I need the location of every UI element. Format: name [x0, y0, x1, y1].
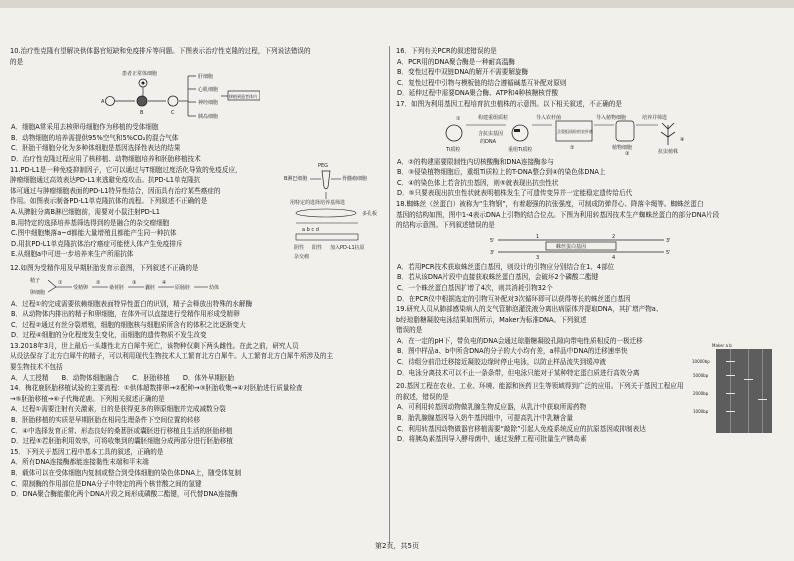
q12-fig-s2: 桑葚胚: [109, 284, 125, 291]
gel-band: [744, 379, 753, 380]
q12-stem: 12.如图为受精作用及早期胚胎发育示意图，下列叙述不正确的是: [10, 263, 199, 272]
q11-figure: [282, 161, 386, 265]
q17-fig-dna: 的DNA: [480, 138, 497, 145]
question-18: [396, 199, 774, 304]
q18-stem-2: 基因的结构如图，图中1-4表示DNA上引物的结合位点。下图为利用转基因技术生产蜘蛛丝蛋白的部分DNA片段: [396, 210, 720, 219]
q15-option-a: A．所有DNA连接酶都能连接黏性末端和平末端: [11, 458, 149, 467]
gel-band: [726, 361, 735, 362]
q12-figure: [10, 275, 388, 297]
q11-fig-carrier: 加入PD-L1抗原: [330, 244, 365, 251]
question-17: [396, 99, 774, 199]
q18-option-b: B．若从该DNA片段中直接获取蛛丝蛋白基因，会破坏2个磷酸二酯键: [397, 273, 599, 282]
q12-fig-n1: ①: [58, 279, 63, 286]
q20-option-d: D．将胰岛素基因导入酵母菌中，通过发酵工程可批量生产胰岛素: [397, 435, 587, 444]
q18-option-a: A．若用PCR技术获取蛛丝蛋白基因，则设计的引物应分别结合在1、4部位: [397, 262, 615, 271]
q10-fig-cell-4: 胰岛细胞: [198, 114, 219, 121]
q11-fig-pos: 阳性: [312, 244, 323, 251]
q17-fig-n4: ④: [680, 136, 685, 143]
q10-fig-patient: 患者正常体细胞: [122, 71, 158, 78]
q10-fig-b: B: [140, 110, 144, 117]
q12-fig-n2: ②: [96, 279, 101, 286]
q11-fig-peg: PEG: [318, 162, 329, 169]
q11-fig-myeloma: 骨髓瘤细胞: [342, 175, 368, 182]
question-13: [10, 341, 388, 383]
q17-option-b: B．③侵染植物细胞后，重组Ti质粒上的T-DNA整合到④的染色体DNA上: [397, 168, 606, 177]
q20-stem-1: 20.基因工程在农业、工业、环境、能源和医药卫生等领域得到广泛的应用。下列关于基因工程应用: [396, 382, 684, 391]
q16-option-a: A．PCR用的DNA聚合酶是一种耐高温酶: [397, 57, 515, 66]
q17-fig-n3: ③: [625, 150, 630, 155]
q19-option-a: A．在一定的pH下，带负电的DNA会通过琼脂糖凝胶孔隙向带电性质相反的一极迁移: [397, 336, 643, 345]
q19-option-d: D．电泳分离技术可以不止一条条带，但电泳只能对于某种特定蛋白质进行高效分离: [397, 368, 640, 377]
q13-stem-3: 要生物技术不包括: [10, 363, 63, 372]
q20-option-c: C．利用转基因动物做器官移植需要“敲除”引起人免疫系统反应的抗原基因或抑制表达: [397, 424, 646, 433]
q18-fig-3prime-bottom: 3': [490, 249, 495, 256]
q18-option-c: C．一个蛛丝蛋白基因扩增了4次，则共消耗引物32个: [397, 283, 553, 292]
q12-option-d: D．过程④细胞的分化程度发生变化，而细胞的遗传物质不发生改变: [11, 331, 207, 340]
q10-figure: [10, 68, 388, 120]
q12-option-b: B．从动物体内排出的精子和卵细胞，在体外可以直接进行受精作用形成受精卵: [11, 310, 240, 319]
q20-option-a: A．可利用转基因动物做乳腺生物反应器，从乳汁中获取所需药物: [397, 403, 587, 412]
question-12: [10, 263, 388, 341]
q14-option-a: A．过程①需要注射有关激素，目的是获得更多的卵原细胞并完成减数分裂: [11, 405, 226, 414]
q20-option-b: B．胎乳腺腺基因导入奶牛基因组中，可提高乳汁中乳糖含量: [397, 414, 573, 423]
q19-option-c: C．待组分前沿迁移接近凝胶边缘时停止电泳，以防止样品流失到缓冲液: [397, 358, 607, 367]
q11-option-e: E.从细胞a中可进一步培养来生产所需抗体: [11, 250, 134, 259]
q14-stem-2: →⑤胚胎移植→⑥子代梅花鹿。下列相关叙述正确的是: [10, 394, 165, 403]
q17-fig-agro2: 含重组质粒的农杆菌: [557, 128, 593, 134]
q18-fig-5prime-bottom: 5': [666, 249, 671, 256]
q12-fig-s1: 受精卵: [73, 284, 89, 291]
q18-option-d: D．在PCR仪中根据选定的引物互补配对3次循环即可以获得等长的蛛丝蛋白基因: [397, 294, 631, 303]
q16-option-d: D．延伸过程中需要DNA聚合酶、ATP和4种核糖核苷酸: [397, 89, 559, 98]
question-14: [10, 383, 388, 447]
left-column: [10, 46, 388, 500]
q12-fig-egg: 卵细胞: [30, 289, 46, 296]
q14-option-d: D．过程⑤若胚胎利用效率，可将收集到的囊胚细胞分成两部分进行胚胎移植: [11, 437, 233, 446]
q10-option-c: C．胚胎干细胞分化为多种体细胞是基因选择性表达的结果: [11, 144, 181, 153]
gel-lane-a: [748, 349, 749, 433]
q18-stem-1: 18.蜘蛛丝（丝蛋白）被称为“生物钢”，有着超强的抗张强度，可制成防弹背心、降落伞绳等。蜘蛛丝蛋白: [396, 199, 704, 208]
q17-fig-plant: 抗虫植株: [658, 148, 679, 155]
q19-gel-image: [716, 349, 772, 433]
q10-fig-cell-1: 肝细胞: [198, 74, 214, 81]
q13-stem-2: 从设法保存了北方白犀牛的精子，可以利用现代生物技术人工繁育北方白犀牛。人工繁育北方白犀牛所涉及的主: [10, 352, 334, 361]
q19-stem-3: 错误的是: [396, 326, 423, 335]
q12-fig-s3: 囊胚: [145, 284, 156, 291]
q12-fig-n3: ③: [132, 279, 137, 286]
question-10: [10, 46, 388, 165]
q12-fig-s4: 原肠胚: [175, 284, 191, 291]
q11-option-a: A.从脾脏分离B淋巴细胞前，需要对小鼠注射PD-L1: [11, 207, 161, 216]
gel-band: [726, 393, 735, 394]
q11-stem-2: 肿瘤细胞通过高效表达PD-L1来逃避免疫攻击。抗PD-L1单克隆抗: [10, 176, 201, 185]
q17-fig-grow: 培养并筛选: [642, 114, 668, 121]
gel-lanes-label: Maker a b: [712, 343, 732, 348]
q18-fig-site-4: 4: [612, 254, 616, 260]
q10-stem-cont: 的是: [10, 57, 24, 66]
q11-stem-3: 体可通过与肿瘤细胞表面的PD-L1特异性结合，因而具有治疗某些癌症的: [10, 186, 221, 195]
q10-option-d: D．治疗性克隆过程应用了核移植、动物细胞培养和胚胎移植技术: [11, 154, 201, 163]
gel-mark-2: 5000bp: [693, 373, 709, 378]
q11-fig-neg: 阴性: [294, 244, 305, 251]
q11-fig-plate: 多孔板: [362, 210, 378, 217]
q18-fig-site-3: 3: [536, 254, 540, 260]
q10-stem: 10.治疗性克隆有望解决供体器官短缺和免疫排斥等问题。下图表示治疗性克隆的过程，下列说法错误的: [10, 47, 311, 55]
q11-fig-letters: a b c d: [302, 226, 319, 233]
q18-fig-site-1: 1: [536, 233, 540, 240]
q17-fig-infect: 导入植物细胞: [596, 114, 627, 121]
q15-option-b: B．载体可以在受体细胞内复制或整合到受体细胞的染色体DNA上，随受体复制: [11, 469, 242, 477]
gel-mark-1: 10000bp: [692, 359, 710, 364]
q19-stem-1: 19.研究人员从肺部感染病人的支气管肺泡灌洗液分离出病原体并提取DNA，其扩增产物a、: [396, 305, 663, 314]
q17-figure: [396, 111, 774, 155]
q17-stem: 17．如图为利用基因工程培育抗虫植株的示意图。以下相关叙述，不正确的是: [396, 99, 622, 108]
scan-top-edge: [0, 0, 794, 8]
question-15: [10, 447, 388, 500]
q10-fig-target: 移植到患者体内: [229, 94, 257, 100]
q17-fig-construct: 构建重组质粒: [478, 114, 509, 121]
q17-fig-ti: Ti质粒: [446, 146, 461, 153]
q14-option-c: C．④中选择发育正常、形态良好的桑葚胚或囊胚进行移植且生活的胚胎移植: [11, 426, 233, 435]
q10-option-b: B．动物细胞的培养需提供95%空气和5%CO₂的混合气体: [11, 133, 179, 142]
q17-fig-plant-cell: 植物细胞: [612, 144, 633, 151]
q12-option-a: A．过程①的完成需要依赖细胞表面特异性蛋白的识别，精子会释放出特殊的水解酶: [11, 299, 253, 308]
q12-fig-s5: 幼体: [209, 284, 220, 291]
q16-option-b: B．变性过程中双链DNA的解开不需要解旋酶: [397, 68, 529, 77]
q11-stem-4: 作用。如图表示制备PD-L1单克隆抗体的流程。下列叙述不正确的是: [10, 197, 208, 206]
q15-stem: 15．下列关于基因工程中基本工具的叙述，正确的是: [10, 447, 164, 456]
q18-fig-3prime-top: 3': [666, 237, 671, 244]
q14-stem-1: 14．梅花鹿胚胎移植试验的主要流程：①供体超数排卵→②配种→③胚胎收集→④对胚胎进行质量检查: [10, 384, 303, 393]
q10-fig-a: A: [101, 99, 105, 106]
q10-fig-cell-2: 心肌细胞: [198, 87, 219, 94]
q11-option-c: C.图中细胞集落a~d都能大量增殖且都能产生同一种抗体: [11, 229, 177, 238]
q20-stem-2: 的叙述，错误的是: [396, 392, 449, 401]
gel-band: [726, 411, 735, 412]
q18-fig-5prime-top: 5': [490, 237, 495, 244]
q14-option-b: B．胚胎移植的实质是早期胚胎在相同生理条件下空间位置的转移: [11, 416, 201, 425]
q18-stem-3: 的结构示意图。下列叙述错误的是: [396, 221, 495, 230]
q18-fig-gene: 蛛丝蛋白基因: [556, 243, 587, 250]
column-divider: [389, 46, 390, 544]
gel-mark-3: 2000bp: [693, 391, 709, 396]
q19-option-b: B．图中样品a、b中所含DNA的分子的大小均有差，a样品中DNA的迁移速率快: [397, 347, 628, 356]
gel-lane-b: [762, 349, 763, 433]
gel-band: [726, 375, 735, 376]
q10-fig-cell-3: 神经细胞: [198, 100, 219, 107]
q11-option-d: D.用抗PD-L1单克隆抗体治疗癌症可能使人体产生免疫排斥: [11, 239, 183, 248]
q12-fig-sperm: 精子: [30, 277, 41, 284]
q10-option-a: A．细胞A常采用去核卵母细胞作为移植的受体细胞: [11, 123, 159, 132]
question-16: [396, 46, 774, 99]
question-11: [10, 162, 388, 260]
q17-fig-n2: ②: [570, 144, 575, 151]
q17-fig-gene: 含抗虫基因: [478, 130, 504, 137]
q11-stem-1: 11.PD-L1是一种免疫抑制因子，它可以通过与T细胞过度活化导致的免疫反应，: [10, 165, 242, 174]
page-footer: 第2页，共5页: [375, 542, 419, 550]
q17-option-c: C．④的染色体上若含抗虫基因，则⑤就表现出抗虫性状: [397, 178, 559, 187]
q17-fig-n1: ①: [456, 115, 461, 122]
q13-stem-1: 13.2018年3月，世上最后一头雄性北方白犀牛死亡，该物种仅剩下两头雌性。在此之前，研究人员: [10, 341, 299, 350]
q13-options: A．人工授精 B．动物体细胞融合 C．胚胎移植 D．体外早期胚胎: [11, 373, 235, 382]
q11-option-b: B.用特定的选择培养基筛选得到的是融合的杂交瘤细胞: [11, 218, 170, 227]
q17-fig-recombinant: 重组Ti质粒: [508, 146, 533, 153]
q19-stem-2: b经琼脂糖凝胶电泳结果如图所示，Maker为标准DNA。下列叙述: [396, 315, 587, 324]
q18-fig-site-2: 2: [612, 233, 616, 240]
gel-band: [758, 399, 767, 400]
q16-option-c: C．复性过程中引物与模板链的结合遵循碱基互补配对原则: [397, 78, 567, 87]
q12-option-c: C．过程②通过有丝分裂增殖，细胞的细胞核与细胞质所含有的体积之比逐渐变大: [11, 320, 246, 329]
q11-fig-screen: 用特定的选择培养基筛选: [290, 199, 346, 206]
q10-fig-c: C: [171, 110, 175, 117]
q18-figure: [396, 232, 774, 260]
q16-stem: 16．下列有关PCR的叙述错误的是: [396, 47, 497, 55]
q15-option-c: C．限制酶的作用部位是DNA分子中特定的两个核苷酸之间的氢键: [11, 479, 202, 488]
q11-fig-hybridoma: 杂交瘤: [294, 253, 310, 260]
q17-option-a: A．②的构建需要限制性内切核酸酶和DNA连接酶参与: [397, 157, 554, 166]
q12-fig-n4: ④: [162, 279, 167, 286]
q17-fig-agro: 导入农杆菌: [536, 114, 562, 121]
q11-fig-b-cell: B淋巴细胞: [284, 175, 308, 182]
gel-mark-4: 1000bp: [693, 409, 709, 414]
q17-option-d: D．⑤只要表现出抗虫性状就表明植株发生了可遗传变异并一定能稳定遗传给后代: [397, 189, 633, 198]
q15-option-d: D．DNA聚合酶能催化两个DNA片段之间形成磷酸二酯键，可代替DNA连接酶: [11, 490, 238, 499]
